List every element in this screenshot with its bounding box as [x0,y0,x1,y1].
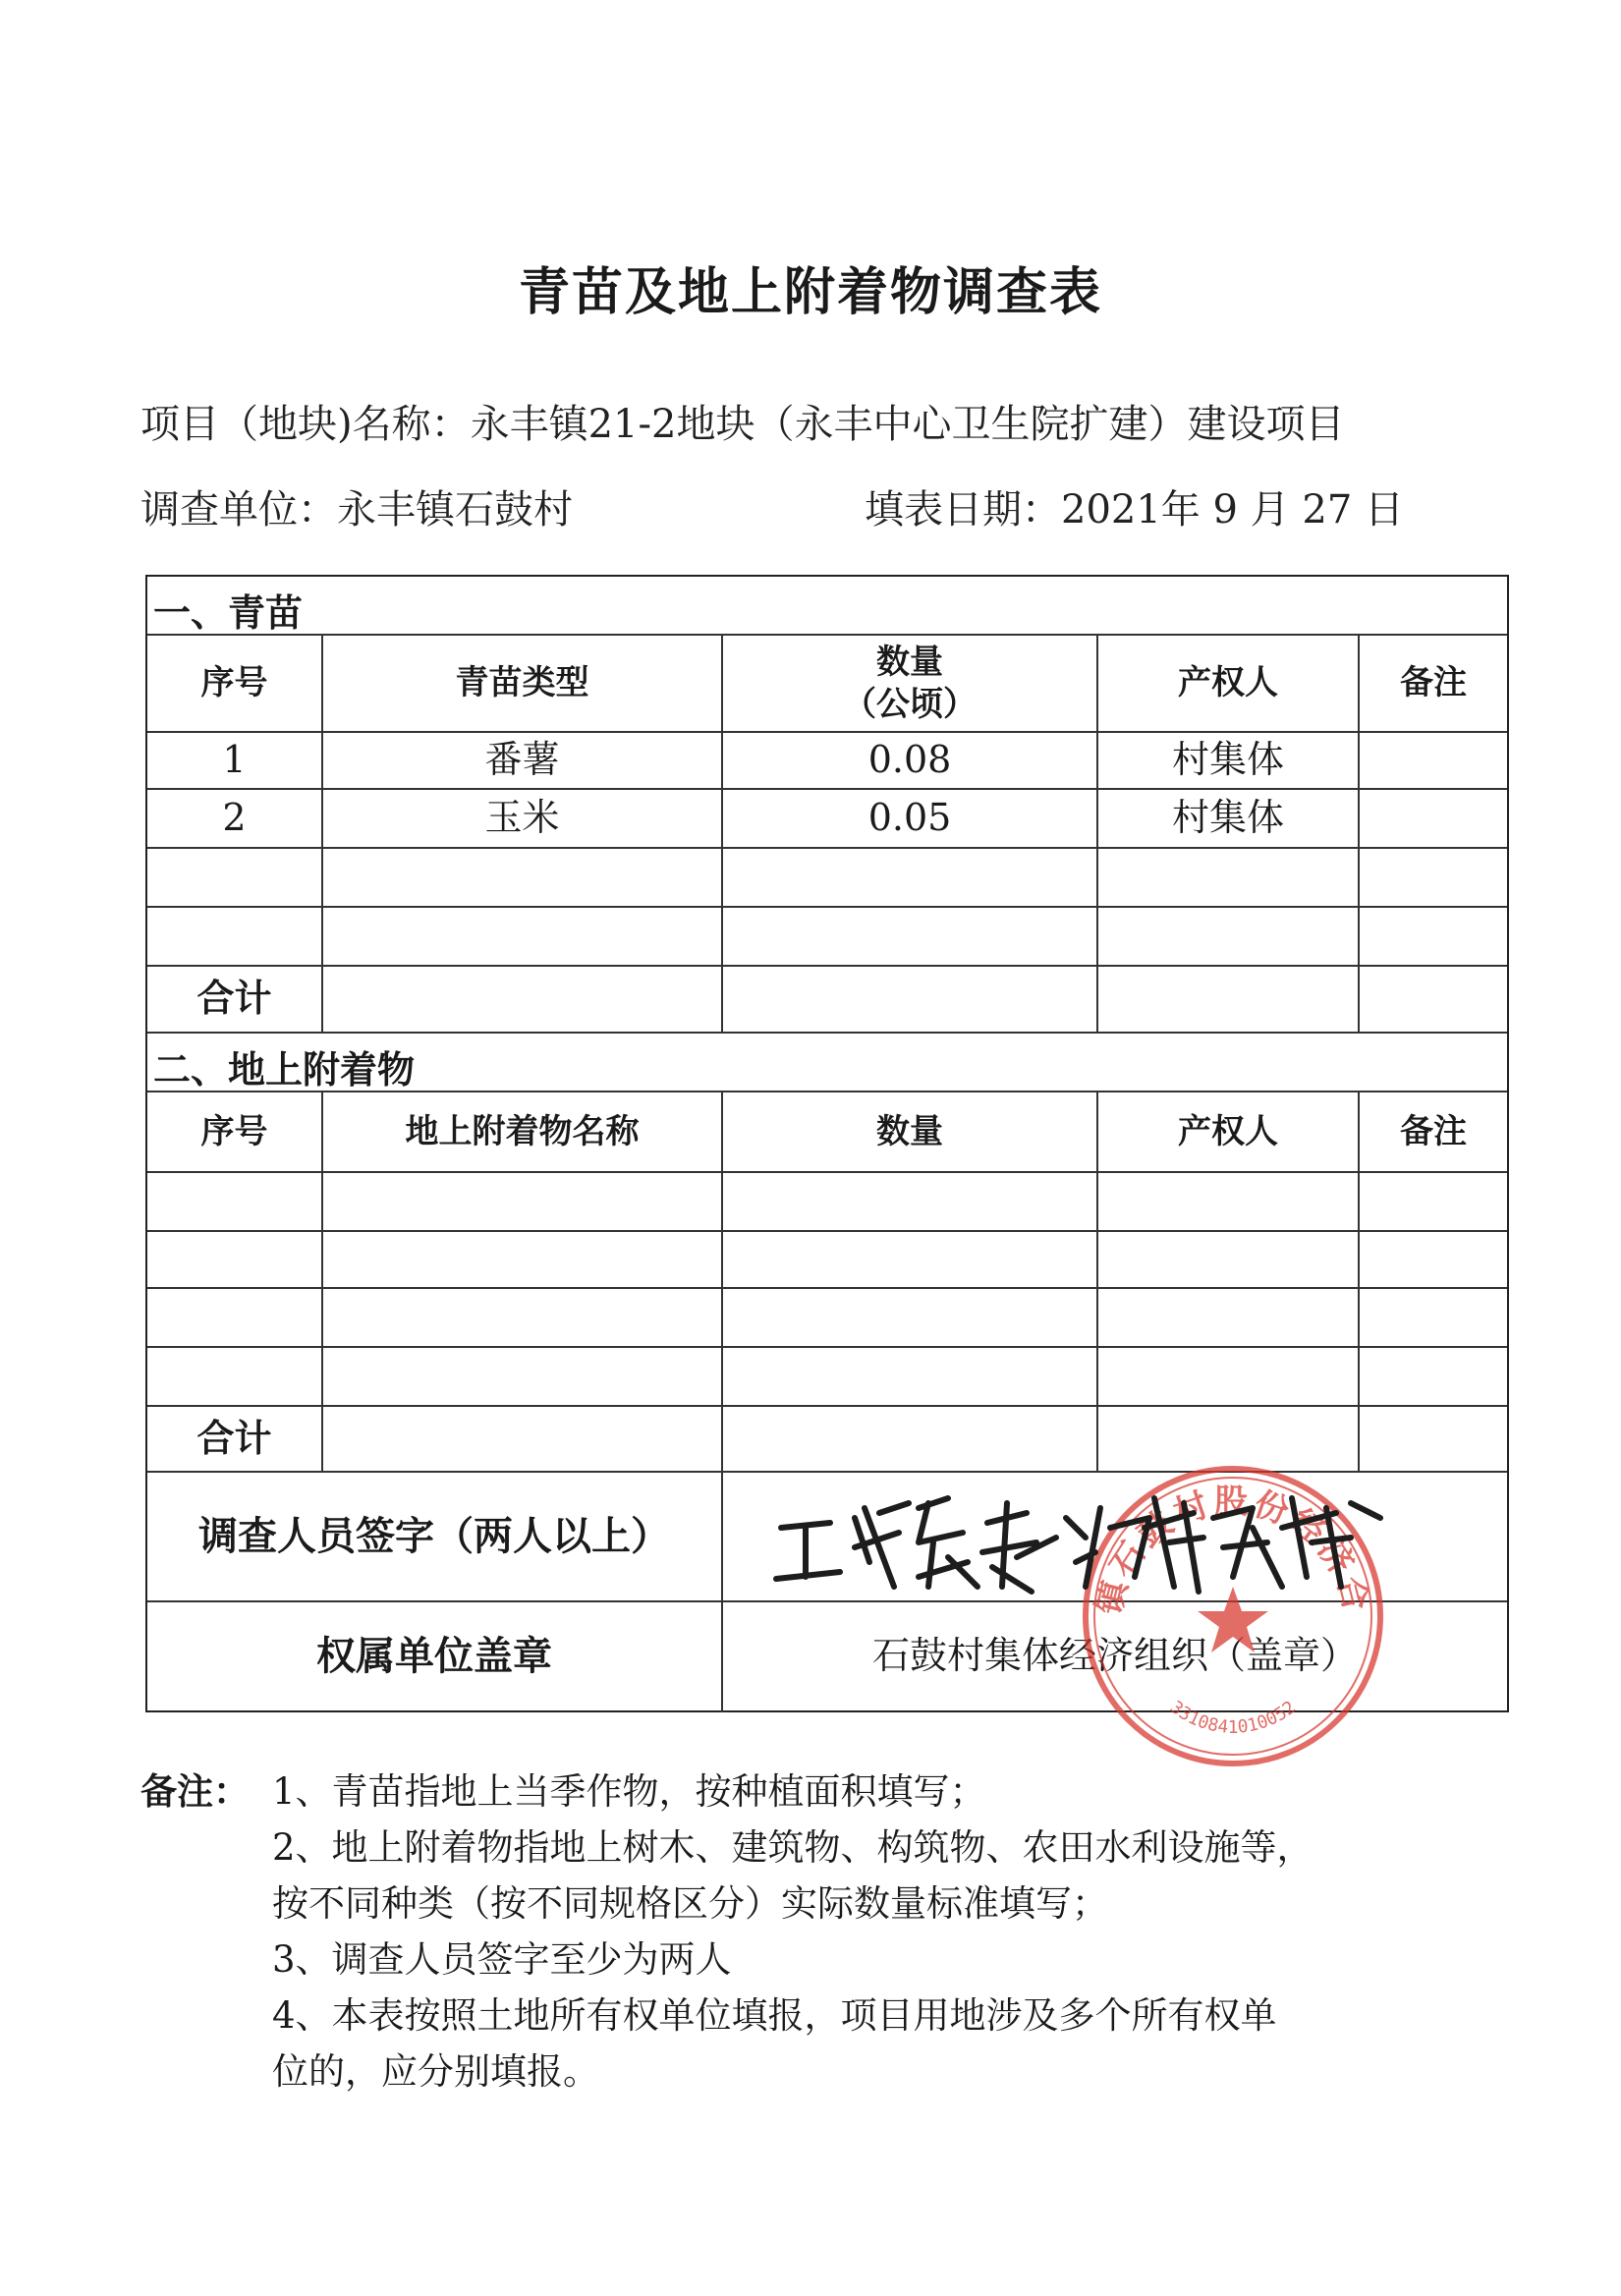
s2-header-qty: 数量 [876,1111,943,1151]
s1-header-remark: 备注 [1400,663,1467,703]
note-item-4-cont: 位的，应分别填报。 [272,2050,599,2093]
notes-list [272,1764,1314,2100]
s1-header-owner: 产权人 [1178,663,1278,703]
fill-date-label: 填表日期： [865,487,1061,532]
s1-row1-owner: 村集体 [1171,738,1284,782]
s2-total-label: 合计 [196,1416,272,1460]
s1-row2-type: 玉米 [484,796,560,840]
fill-date-value: 2021年 9 月 27 日 [1061,487,1405,532]
s1-row1-remark [1360,733,1507,788]
section1-title: 一、青苗 [153,591,304,635]
note-item-1: 1、青苗指地上当季作物，按种植面积填写； [272,1770,986,1813]
s1-total-label: 合计 [196,977,272,1021]
s1-header-seq: 序号 [200,663,268,703]
s1-row2-seq: 2 [222,796,247,840]
seal-org-text: 石鼓村集体经济组织（盖章） [871,1634,1358,1678]
s2-header-remark: 备注 [1400,1111,1467,1151]
survey-unit-label: 调查单位： [140,487,337,532]
s2-header-name: 地上附着物名称 [405,1111,640,1151]
s1-row1-qty: 0.08 [867,738,952,782]
note-item-4: 4、本表按照土地所有权单位填报，项目用地涉及多个所有权单 [272,1994,1277,2037]
s1-header-qty: 数量 （公顷） [843,643,977,724]
note-item-2-cont: 按不同种类（按不同规格区分）实际数量标准填写； [272,1882,1108,1925]
survey-unit-value: 永丰镇石鼓村 [337,487,573,532]
project-value: 永丰镇21-2地块（永丰中心卫生院扩建）建设项目 [470,402,1345,447]
signature-label: 调查人员签字（两人以上） [198,1514,670,1559]
s1-row2-qty: 0.05 [867,796,952,840]
page-title: 青苗及地上附着物调查表 [518,263,1102,322]
handwritten-signatures [761,1469,1400,1616]
section2-title: 二、地上附着物 [153,1048,416,1092]
seal-label: 权属单位盖章 [316,1634,552,1679]
survey-unit-line [140,478,573,534]
note-item-3: 3、调查人员签字至少为两人 [272,1938,732,1981]
s1-row1-seq: 1 [222,738,247,782]
project-name-line [140,393,1344,449]
s2-header-seq: 序号 [200,1111,268,1151]
s1-row2-remark [1360,790,1507,847]
fill-date-line [865,478,1404,534]
notes-block [140,1764,250,1820]
svg-text:3310841010052 [1166,1697,1300,1737]
s1-row2-owner: 村集体 [1171,796,1284,840]
s1-row1-type: 番薯 [484,738,560,782]
note-item-2: 2、地上附着物指地上树木、建筑物、构筑物、农田水利设施等， [272,1826,1314,1869]
s2-header-owner: 产权人 [1178,1111,1278,1151]
s1-header-type: 青苗类型 [455,663,589,703]
stamp-code: 3310841010052 [1166,1697,1300,1738]
project-label: 项目（地块)名称： [140,402,471,447]
stamp-text: 镇石鼓村股份经济合 [1089,1482,1377,1619]
notes-label: 备注： [140,1770,250,1813]
